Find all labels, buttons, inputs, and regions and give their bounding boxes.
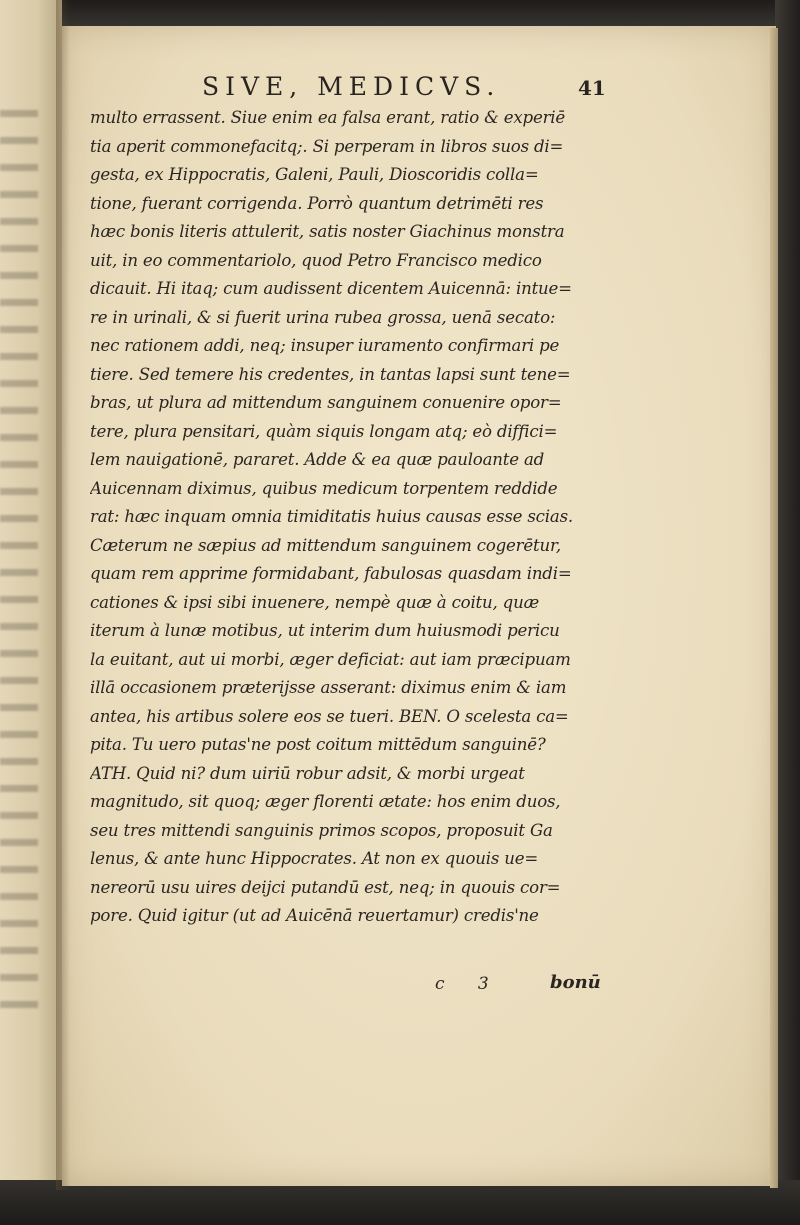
page-header <box>130 68 630 108</box>
text-line: uit, in eo commentariolo, quod Petro Francisco medico <box>90 250 542 270</box>
signature-mark: c 3 <box>435 974 503 994</box>
text-line: la euitant, aut ui morbi, æger deficiat: aut iam præcipuam <box>90 649 571 669</box>
text-line: lenus, & ante hunc Hippocrates. At non ex quouis ue= <box>90 849 539 868</box>
text-line: Auicennam diximus, quibus medicum torpentem reddide <box>90 478 558 498</box>
text-line: iterum à lunæ motibus, ut interim dum huiusmodi pericu <box>90 621 560 640</box>
text-line: tione, fuerant corrigenda. Porrò quantum detrimēti res <box>90 193 544 213</box>
page-fore-edge <box>770 28 778 1188</box>
page-number: 41 <box>578 76 606 100</box>
text-line: magnitudo, sit quoq; æger florenti ætate: hos enim duos, <box>90 792 561 811</box>
running-title: SIVE, MEDICVS. <box>202 72 501 101</box>
text-line: nec rationem addi, neq; insuper iuramento confirmari pe <box>90 336 560 355</box>
right-background <box>775 0 800 1225</box>
bottom-background <box>0 1180 800 1225</box>
facing-page-edge <box>0 0 62 1190</box>
catchword: bonū <box>550 972 601 993</box>
text-line: seu tres mittendi sanguinis primos scopos, proposuit Ga <box>90 820 553 840</box>
text-line: nereorū usu uires deijci putandū est, neq; in quouis cor= <box>90 877 561 897</box>
text-line: multo errassent. Siue enim ea falsa erant, ratio & experiē <box>90 108 566 127</box>
text-line: dicauit. Hi itaq; cum audissent dicentem Auicennā: intue= <box>90 279 572 298</box>
text-line: gesta, ex Hippocratis, Galeni, Pauli, Dioscoridis colla= <box>90 165 539 184</box>
text-line: tia aperit commonefacitq;. Si perperam in libros suos di= <box>90 136 564 156</box>
text-line: Cæterum ne sæpius ad mittendum sanguinem cogerētur, <box>90 535 561 555</box>
text-line: rat: hæc inquam omnia timiditatis huius causas esse scias. <box>90 507 573 526</box>
text-line: hæc bonis literis attulerit, satis noster Giachinus monstra <box>90 222 565 241</box>
text-line: pita. Tu uero putas'ne post coitum mittēdum sanguinē? <box>90 735 546 754</box>
text-line: tiere. Sed temere his credentes, in tantas lapsi sunt tene= <box>90 364 571 384</box>
text-line: tere, plura pensitari, quàm siquis longam atq; eò diffici= <box>90 421 558 441</box>
facing-page-bleed <box>0 110 38 1010</box>
text-line: quam rem apprime formidabant, fabulosas quasdam indi= <box>90 564 572 583</box>
text-line: lem nauigationē, pararet. Adde & ea quæ pauloante ad <box>90 450 545 469</box>
page-footer <box>90 966 652 1006</box>
body-text <box>90 104 652 931</box>
page-gutter <box>56 0 70 1190</box>
text-line: ATH. Quid ni? dum uiriū robur adsit, & morbi urgeat <box>90 763 525 783</box>
text-line: antea, his artibus solere eos se tueri. BEN. O scelesta ca= <box>90 706 569 726</box>
text-line: pore. Quid igitur (ut ad Auicēnā reuertamur) credis'ne <box>90 906 539 925</box>
text-line: bras, ut plura ad mittendum sanguinem conuenire opor= <box>90 393 562 412</box>
text-line: illā occasionem præterijsse asserant: diximus enim & iam <box>90 678 567 697</box>
text-line: re in urinali, & si fuerit urina rubea grossa, uenā secato: <box>90 307 556 327</box>
text-line: cationes & ipsi sibi inuenere, nempè quæ à coitu, quæ <box>90 592 539 612</box>
